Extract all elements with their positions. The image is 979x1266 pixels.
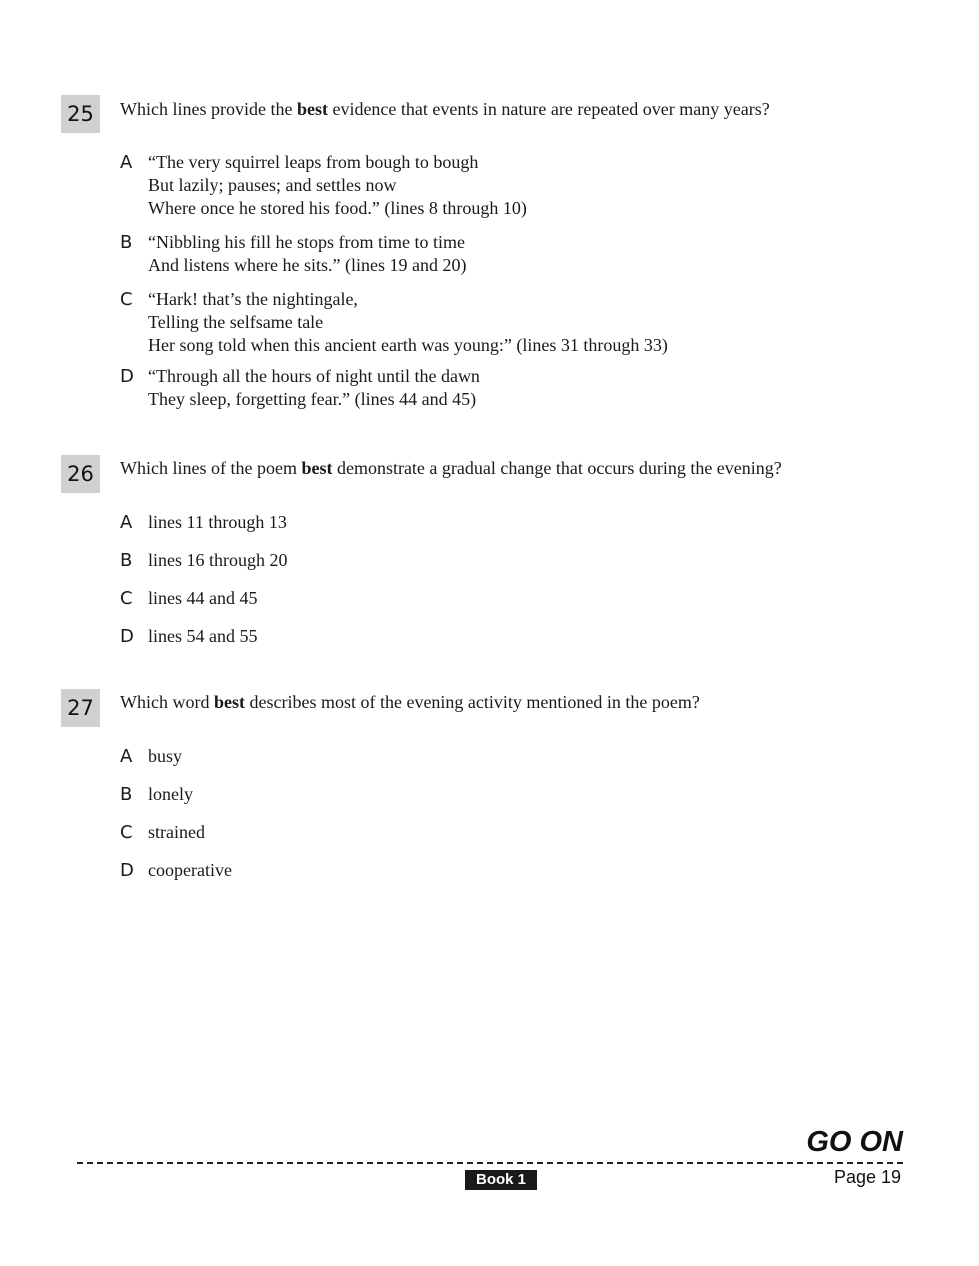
option-line: lines 54 and 55 [148, 626, 258, 646]
option-letter: C [120, 289, 133, 310]
option-line: “The very squirrel leaps from bough to bough [148, 152, 479, 172]
question-number: 25 [61, 95, 100, 133]
option-line: “Through all the hours of night until the dawn [148, 366, 480, 386]
option-letter: B [120, 550, 133, 571]
option-letter: D [120, 366, 134, 387]
question-stem: Which lines of the poem best demonstrate a gradual change that occurs during the evening? [120, 458, 782, 478]
option-line: lonely [148, 784, 193, 804]
option-line: “Nibbling his fill he stops from time to time [148, 232, 465, 252]
book-label: Book 1 [465, 1170, 537, 1190]
page-number: Page 19 [833, 1167, 901, 1187]
go-on-label: GO ON [806, 1126, 903, 1158]
option-line: busy [148, 746, 183, 766]
option-letter: C [120, 822, 133, 843]
option-letter: C [120, 588, 133, 609]
option-letter: B [120, 784, 133, 805]
option-line: “Hark! that’s the nightingale, [148, 289, 358, 309]
question-stem: Which word best describes most of the evening activity mentioned in the poem? [120, 692, 700, 712]
option-line: lines 16 through 20 [148, 550, 288, 570]
question-number: 27 [61, 689, 100, 727]
option-letter: D [120, 626, 134, 647]
question-stem: Which lines provide the best evidence that events in nature are repeated over many years? [120, 99, 770, 119]
question-number: 26 [61, 455, 100, 493]
option-line: cooperative [148, 860, 232, 880]
option-letter: D [120, 860, 134, 881]
option-line: And listens where he sits.” (lines 19 and 20) [148, 255, 467, 275]
option-letter: A [120, 746, 133, 767]
option-line: They sleep, forgetting fear.” (lines 44 and 45) [148, 389, 477, 409]
option-line: lines 11 through 13 [148, 512, 287, 532]
option-letter: A [120, 152, 133, 173]
option-letter: A [120, 512, 133, 533]
footer-divider [77, 1162, 903, 1164]
option-line: Where once he stored his food.” (lines 8 through 10) [148, 198, 527, 218]
option-line: But lazily; pauses; and settles now [148, 175, 397, 195]
option-letter: B [120, 232, 133, 253]
option-line: Telling the selfsame tale [148, 312, 324, 332]
option-line: Her song told when this ancient earth was young:” (lines 31 through 33) [148, 335, 668, 355]
option-line: strained [148, 822, 205, 842]
option-line: lines 44 and 45 [148, 588, 258, 608]
